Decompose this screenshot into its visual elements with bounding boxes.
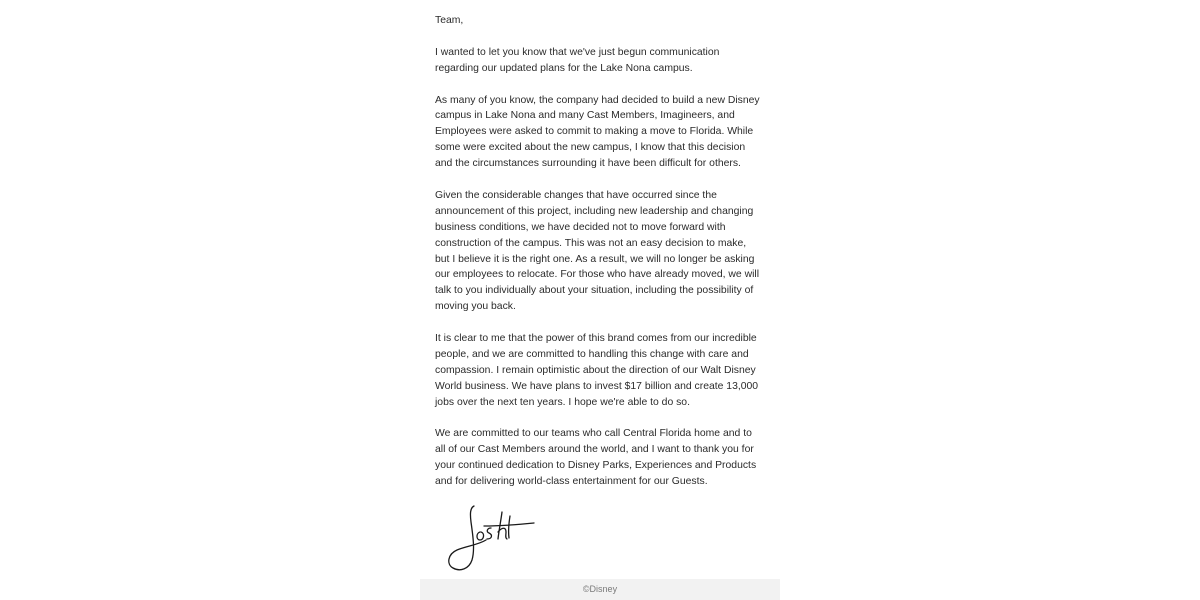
letter-paragraph-3: Given the considerable changes that have occurred since the announcement of this project, including new leadership and changing business conditions, we have decided not to move forward with construction of the campus. This was not an easy decision to make, but I believe it is the right one. As a result, we will no longer be asking our employees to relocate. For those who have already moved, we will talk to you individually about your situation, including the possibility of moving you back. [435, 189, 760, 313]
image-credit: ©Disney [582, 584, 618, 594]
letter-paragraph-1: I wanted to let you know that we've just begun communication regarding our updated plans for the Lake Nona campus. [435, 46, 720, 74]
letter-paragraph-5: We are committed to our teams who call Central Florida home and to all of our Cast Members around the world, and I want to thank you for your continued dedication to Disney Parks, Experiences and Products and for delivering world-class entertainment for our Guests. [435, 428, 757, 488]
letter-greeting: Team, [435, 15, 464, 26]
image-credit-bar [420, 579, 780, 600]
letter-body [435, 13, 780, 506]
letter-paragraph-4: It is clear to me that the power of this brand comes from our incredible people, and we are committed to handling this change with care and compassion. I remain optimistic about the direction of our Walt Disney World business. We have plans to invest $17 billion and create 13,000 jobs over the next ten years. I hope we're able to do so. [435, 333, 759, 408]
handwritten-signature [442, 502, 542, 574]
letter-paragraph-2: As many of you know, the company had decided to build a new Disney campus in Lake Nona and many Cast Members, Imagineers, and Employees were asked to commit to making a move to Florida. While some were excited about the new campus, I know that this decision and the circumstances surrounding it have been difficult for others. [435, 94, 760, 170]
